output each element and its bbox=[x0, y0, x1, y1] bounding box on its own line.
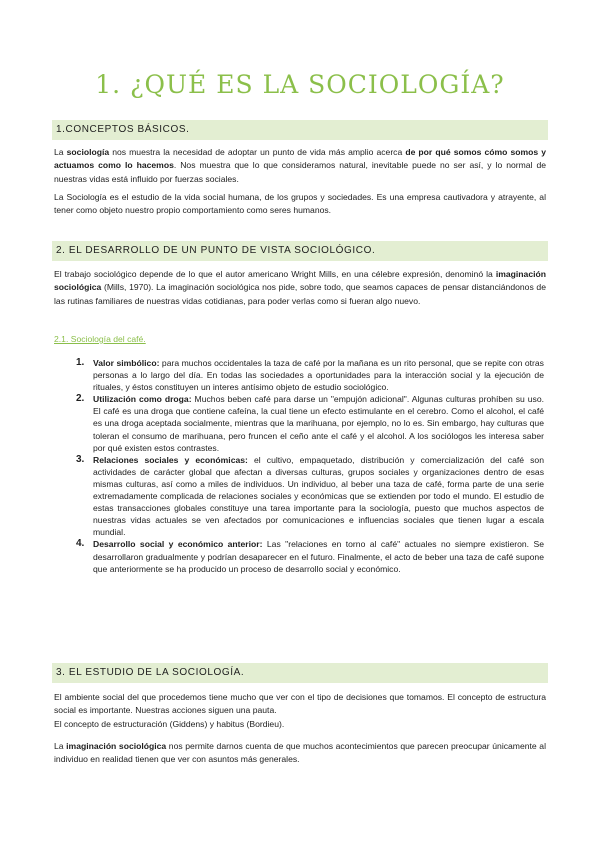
list-item-text: para muchos occidentales la taza de café por la mañana es un rito personal, que se repite con otras personas a lo largo del día. En todas las sociedades a oportunidades para la interacción social y la ejecución de rituales, y éstos constituyen un interes antísimo objeto de estudio sociológico. bbox=[93, 358, 544, 393]
section-2-paragraph-1: El trabajo sociológico depende de lo que el autor americano Wright Mills, en una célebre expresión, denominó la imaginación sociológica (Mills, 1970). La imaginación sociológica nos pide, sobre todo, que seamos capaces de pensar distanciándonos de las rutinas familiares de nuestras vidas cotidianas, para poder verlas como si fueran algo nuevo. bbox=[54, 269, 546, 306]
list-item-number: 2. bbox=[76, 393, 85, 405]
section-3-heading: 3. EL ESTUDIO DE LA SOCIOLOGÍA. bbox=[52, 663, 548, 683]
list-item bbox=[76, 538, 544, 574]
cafe-list bbox=[76, 357, 544, 575]
list-item-term: Relaciones sociales y económicas: bbox=[93, 454, 248, 465]
list-item bbox=[76, 357, 544, 393]
list-item-number: 1. bbox=[76, 357, 85, 368]
list-item-term: Desarrollo social y económico anterior: bbox=[93, 539, 263, 550]
section-2-heading: 2. EL DESARROLLO DE UN PUNTO DE VISTA SOCIOLÓGICO. bbox=[52, 241, 548, 261]
list-item-text: Las "relaciones en torno al café" actuales no siempre existieron. Se desarrollaron gradualmente y podrían desaparecer en el futuro. Finalmente, el acto de beber una taza de café supone que anteriormente se ha producido un proceso de desarrollo social y económico. bbox=[93, 539, 544, 574]
list-item-number: 3. bbox=[76, 453, 85, 465]
section-1-heading: 1.CONCEPTOS BÁSICOS. bbox=[52, 120, 548, 140]
page-title: 1. ¿QUÉ ES LA SOCIOLOGÍA? bbox=[95, 70, 505, 99]
list-item-text: el cultivo, empaquetado, distribución y comercialización del café son actividades de carácter global que afectan a diversas culturas, grupos sociales y organizaciones dentro de esas mismas culturas, así como a miles de individuos. Un individuo, al beber una taza de café, forma parte de una serie extremadamente complicada de relaciones sociales y económicas que se extienden por todo el mundo. El estudio de estas transacciones globales constituye una tarea importante para la sociología, puesto que muchos aspectos de nuestras vidas actuales se ven afectados por comunicaciones e influencias sociales que tienen lugar a escala mundial. bbox=[93, 454, 544, 538]
list-item-term: Valor simbólico: bbox=[93, 358, 160, 368]
section-1-paragraph-1: La sociología nos muestra la necesidad de adoptar un punto de vida más amplio acerca de por qué somos cómo somos y actuamos como lo hacemos. Nos muestra que lo que consideramos natural, inevitable puede no ser así, y lo normal de nuestras vidas está influido por fuerzas sociales. bbox=[54, 147, 546, 184]
list-item-number: 4. bbox=[76, 538, 85, 550]
list-item-term: Utilización como droga: bbox=[93, 394, 192, 405]
section-3-paragraph-2: La imaginación sociológica nos permite darnos cuenta de que muchos acontecimientos que parecen preocupar únicamente al individuo en realidad tienen que ver con asuntos más generales. bbox=[54, 741, 546, 765]
list-item bbox=[76, 393, 544, 453]
list-item-text: Muchos beben café para darse un "empujón adicional". Algunas culturas prohíben su uso. El café es una droga que contiene cafeína, la cual tiene un efecto estimulante en el cerebro. Como el alcohol, el café es una droga aceptada socialmente, mientras que la marihuana, por ejemplo, no lo es. Sin embargo, hay culturas que toleran el consumo de marihuana, pero fruncen el ceño ante el café y el alcohol. A los sociólogos les interesa saber por qué existen estos contrastes. bbox=[93, 394, 544, 453]
section-1-paragraph-2: La Sociología es el estudio de la vida social humana, de los grupos y sociedades. Es una empresa cautivadora y atrayente, al tener como objeto nuestro propio comportamiento como seres humanos. bbox=[54, 192, 546, 216]
section-3-paragraph-1: El ambiente social del que procedemos tiene mucho que ver con el tipo de decisiones que tomamos. El concepto de estructura social es importante. Nuestras acciones siguen una pauta. El concepto de estructuración (Giddens) y habitus (Bordieu). bbox=[54, 692, 546, 729]
subsection-heading-cafe: 2.1. Sociología del café. bbox=[54, 334, 146, 344]
list-item bbox=[76, 454, 544, 539]
